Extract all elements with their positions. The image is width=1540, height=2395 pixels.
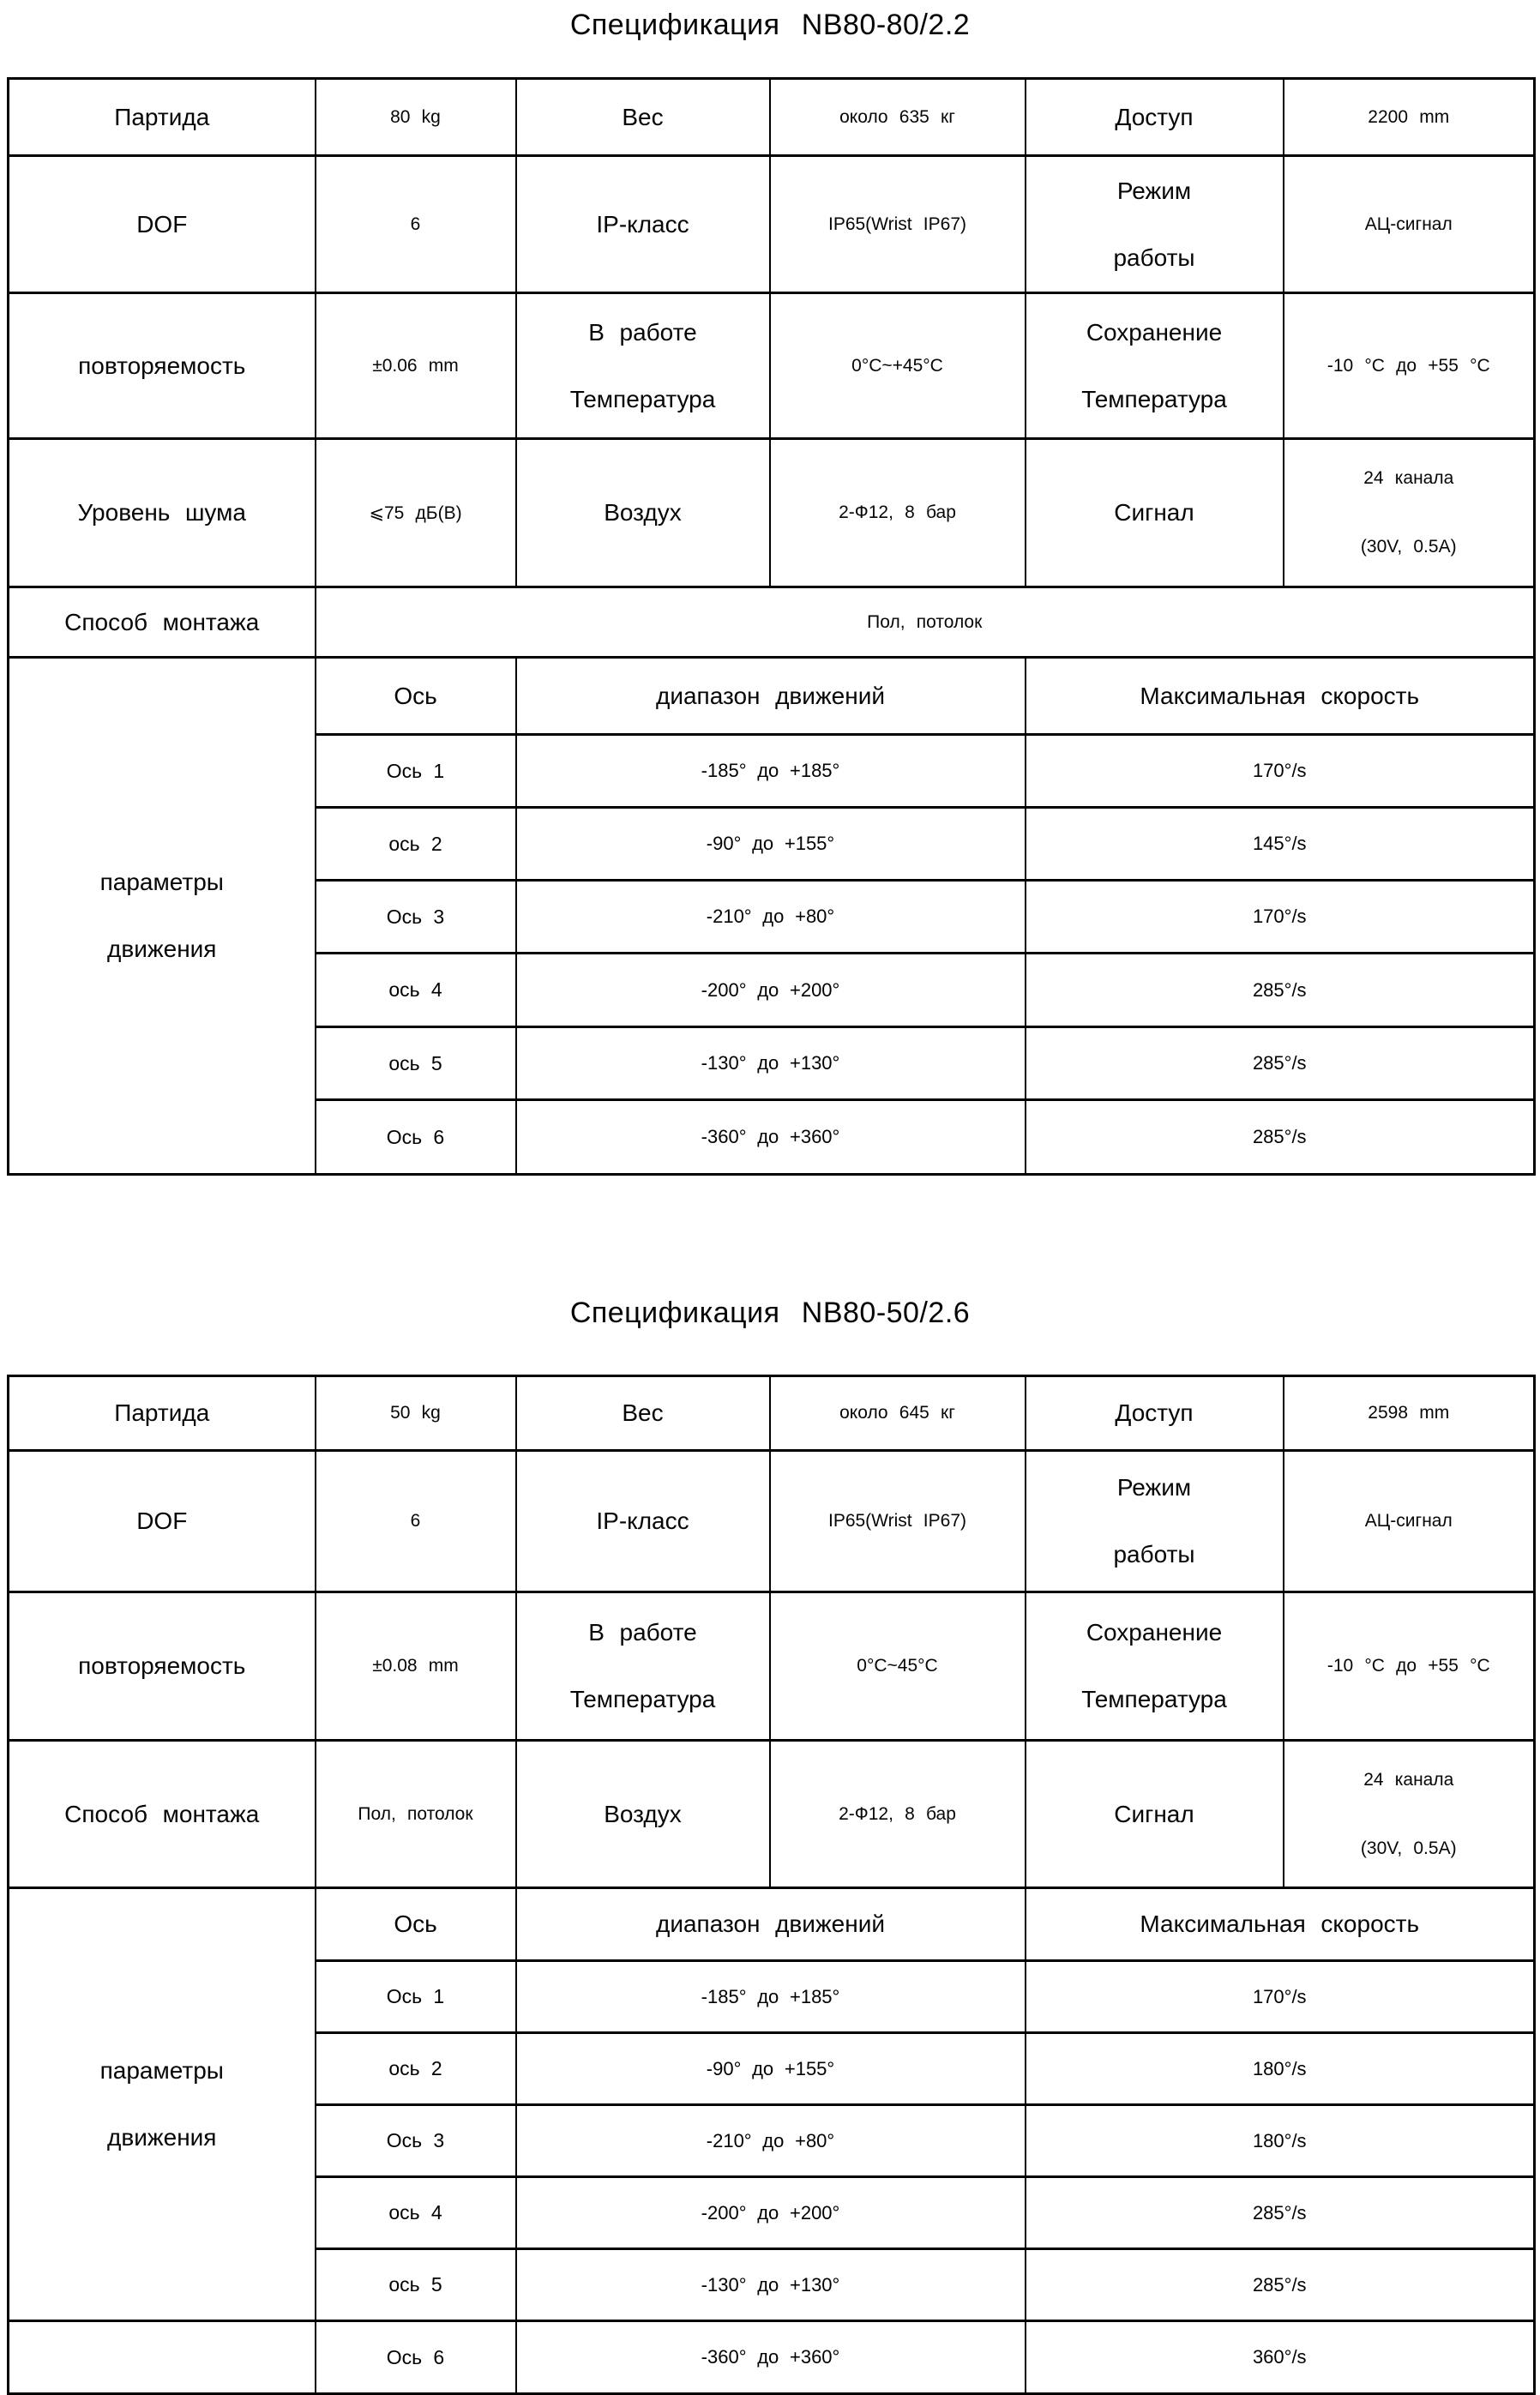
payload-label-cell: Партида (9, 1376, 316, 1451)
axis-name-cell: Ось 1 (316, 1961, 516, 2033)
signal-value-cell (1284, 439, 1535, 587)
repeatability-value-cell: ±0.06 mm (316, 293, 516, 439)
repeatability-label-cell: повторяемость (9, 293, 316, 439)
empty-cell (9, 2321, 316, 2394)
storage-temp-value-cell: -10 °C до +55 °C (1284, 1592, 1535, 1741)
spec-table-nb80-50 (7, 1375, 1536, 2395)
operating-temp-label-cell (516, 1592, 770, 1741)
motion-params-line1: параметры (99, 869, 224, 895)
mode-value-cell: АЦ-сигнал (1284, 1451, 1535, 1592)
weight-value-cell: около 645 кг (770, 1376, 1026, 1451)
axis-speed-cell: 170°/s (1026, 735, 1535, 808)
axis-name-cell: ось 2 (316, 2033, 516, 2105)
mounting-label-cell: Способ монтажа (9, 1741, 316, 1888)
storage-temp-label-line1: Сохранение (1086, 1619, 1223, 1646)
mounting-value-cell: Пол, потолок (316, 587, 1535, 658)
axis-header-cell: Ось (316, 658, 516, 735)
table-row (9, 293, 1535, 439)
storage-temp-label-cell (1026, 1592, 1284, 1741)
payload-label-cell: Партида (9, 79, 316, 156)
axis-range-cell: -130° до +130° (516, 2249, 1026, 2321)
speed-header-cell: Максимальная скорость (1026, 658, 1535, 735)
axis-name-cell: Ось 6 (316, 1100, 516, 1175)
operating-temp-label-line2: Температура (569, 1686, 716, 1712)
signal-label-cell: Сигнал (1026, 1741, 1284, 1888)
mode-label-line2: работы (1113, 244, 1195, 271)
dof-label-cell: DOF (9, 156, 316, 293)
axis-range-cell: -210° до +80° (516, 881, 1026, 954)
mode-label-line1: Режим (1116, 1474, 1192, 1501)
axis-range-cell: -185° до +185° (516, 735, 1026, 808)
weight-label-cell: Вес (516, 1376, 770, 1451)
axis-name-cell: Ось 6 (316, 2321, 516, 2394)
axis-speed-cell: 180°/s (1026, 2033, 1535, 2105)
payload-value-cell: 80 kg (316, 79, 516, 156)
air-value-cell: 2-Ф12, 8 бар (770, 439, 1026, 587)
mode-label-cell (1026, 156, 1284, 293)
ip-value-cell: IP65(Wrist IP67) (770, 156, 1026, 293)
table-row (9, 1888, 1535, 1961)
axis-speed-cell: 285°/s (1026, 1100, 1535, 1175)
axis-name-cell: Ось 1 (316, 735, 516, 808)
mode-label-cell (1026, 1451, 1284, 1592)
axis-name-cell: ось 2 (316, 808, 516, 881)
axis-speed-cell: 145°/s (1026, 808, 1535, 881)
reach-value-cell: 2598 mm (1284, 1376, 1535, 1451)
axis-row (9, 2321, 1535, 2394)
ip-label-cell: IP-класс (516, 156, 770, 293)
axis-speed-cell: 285°/s (1026, 954, 1535, 1027)
air-label-cell: Воздух (516, 1741, 770, 1888)
page-title: Спецификация NB80-50/2.6 (569, 1297, 971, 1329)
weight-label-cell: Вес (516, 79, 770, 156)
mode-value-cell: АЦ-сигнал (1284, 156, 1535, 293)
table-row (9, 156, 1535, 293)
mode-label-line2: работы (1113, 1541, 1195, 1568)
table-row (9, 658, 1535, 735)
signal-value-line2: (30V, 0.5A) (1360, 1838, 1457, 1858)
axis-range-cell: -360° до +360° (516, 2321, 1026, 2394)
storage-temp-label-line2: Температура (1081, 1686, 1227, 1712)
axis-speed-cell: 170°/s (1026, 1961, 1535, 2033)
axis-name-cell: Ось 3 (316, 2105, 516, 2177)
repeatability-label-cell: повторяемость (9, 1592, 316, 1741)
dof-value-cell: 6 (316, 156, 516, 293)
axis-speed-cell: 180°/s (1026, 2105, 1535, 2177)
page-title: Спецификация NB80-80/2.2 (569, 9, 971, 41)
table-row (9, 1592, 1535, 1741)
table-row (9, 439, 1535, 587)
axis-speed-cell: 360°/s (1026, 2321, 1535, 2394)
axis-name-cell: ось 4 (316, 2177, 516, 2249)
operating-temp-label-line2: Температура (569, 385, 716, 412)
motion-params-line2: движения (107, 936, 217, 962)
reach-value-cell: 2200 mm (1284, 79, 1535, 156)
axis-range-cell: -90° до +155° (516, 808, 1026, 881)
mode-label-line1: Режим (1116, 177, 1192, 204)
axis-range-cell: -210° до +80° (516, 2105, 1026, 2177)
signal-value-line1: 24 канала (1363, 468, 1454, 488)
signal-value-line1: 24 канала (1363, 1769, 1454, 1790)
noise-value-cell: ⩽75 дБ(В) (316, 439, 516, 587)
noise-label-cell: Уровень шума (9, 439, 316, 587)
operating-temp-value-cell: 0°C~+45°C (770, 293, 1026, 439)
axis-speed-cell: 170°/s (1026, 881, 1535, 954)
axis-range-cell: -360° до +360° (516, 1100, 1026, 1175)
axis-name-cell: ось 4 (316, 954, 516, 1027)
reach-label-cell: Доступ (1026, 79, 1284, 156)
signal-value-line2: (30V, 0.5A) (1360, 537, 1457, 557)
motion-params-line1: параметры (99, 2057, 224, 2084)
axis-range-cell: -185° до +185° (516, 1961, 1026, 2033)
dof-label-cell: DOF (9, 1451, 316, 1592)
operating-temp-label-cell (516, 293, 770, 439)
air-label-cell: Воздух (516, 439, 770, 587)
axis-speed-cell: 285°/s (1026, 2249, 1535, 2321)
air-value-cell: 2-Ф12, 8 бар (770, 1741, 1026, 1888)
operating-temp-label-line1: В работе (588, 318, 697, 346)
repeatability-value-cell: ±0.08 mm (316, 1592, 516, 1741)
weight-value-cell: около 635 кг (770, 79, 1026, 156)
table-row (9, 587, 1535, 658)
axis-speed-cell: 285°/s (1026, 2177, 1535, 2249)
signal-label-cell: Сигнал (1026, 439, 1284, 587)
range-header-cell: диапазон движений (516, 658, 1026, 735)
speed-header-cell: Максимальная скорость (1026, 1888, 1535, 1961)
ip-value-cell: IP65(Wrist IP67) (770, 1451, 1026, 1592)
axis-range-cell: -200° до +200° (516, 2177, 1026, 2249)
table-row (9, 1741, 1535, 1888)
reach-label-cell: Доступ (1026, 1376, 1284, 1451)
range-header-cell: диапазон движений (516, 1888, 1026, 1961)
storage-temp-label-line2: Температура (1081, 385, 1227, 412)
dof-value-cell: 6 (316, 1451, 516, 1592)
ip-label-cell: IP-класс (516, 1451, 770, 1592)
table-row (9, 79, 1535, 156)
storage-temp-label-line1: Сохранение (1086, 318, 1223, 346)
operating-temp-value-cell: 0°C~45°C (770, 1592, 1026, 1741)
axis-header-cell: Ось (316, 1888, 516, 1961)
signal-value-cell (1284, 1741, 1535, 1888)
motion-params-label-cell (9, 658, 316, 1175)
motion-params-line2: движения (107, 2124, 217, 2151)
table-row (9, 1376, 1535, 1451)
axis-speed-cell: 285°/s (1026, 1027, 1535, 1100)
mounting-label-cell: Способ монтажа (9, 587, 316, 658)
axis-name-cell: ось 5 (316, 1027, 516, 1100)
axis-range-cell: -90° до +155° (516, 2033, 1026, 2105)
table-row (9, 1451, 1535, 1592)
payload-value-cell: 50 kg (316, 1376, 516, 1451)
mounting-value-cell: Пол, потолок (316, 1741, 516, 1888)
operating-temp-label-line1: В работе (588, 1619, 697, 1646)
storage-temp-value-cell: -10 °C до +55 °C (1284, 293, 1535, 439)
motion-params-label-cell (9, 1888, 316, 2321)
axis-range-cell: -200° до +200° (516, 954, 1026, 1027)
storage-temp-label-cell (1026, 293, 1284, 439)
axis-name-cell: ось 5 (316, 2249, 516, 2321)
axis-name-cell: Ось 3 (316, 881, 516, 954)
axis-range-cell: -130° до +130° (516, 1027, 1026, 1100)
spec-table-nb80-80 (7, 77, 1536, 1176)
